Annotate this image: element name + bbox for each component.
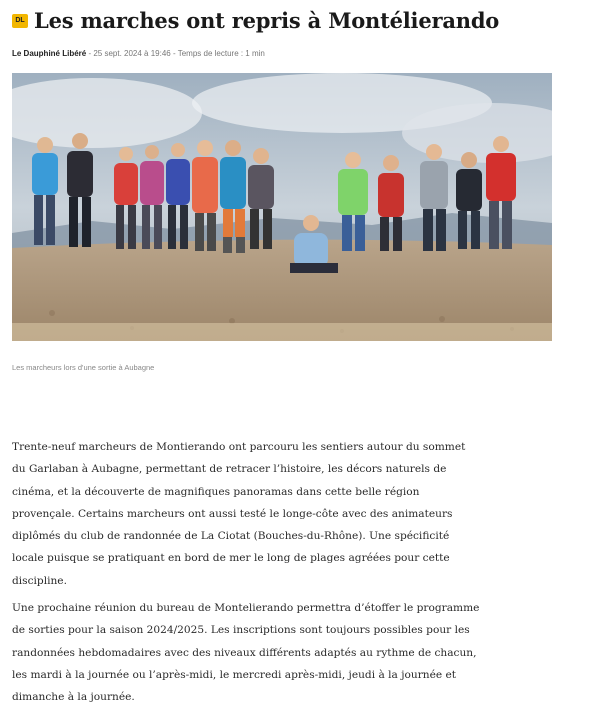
dl-logo-icon: DL: [12, 14, 28, 28]
article-header: [12, 8, 499, 33]
group-photo-image: [12, 73, 552, 341]
byline-date: 25 sept. 2024 à 19:46: [93, 49, 171, 58]
article-title: Les marches ont repris à Montélierando: [34, 8, 500, 33]
article-body: [12, 436, 482, 714]
byline-separator: -: [86, 49, 94, 58]
byline-source[interactable]: Le Dauphiné Libéré: [12, 49, 87, 58]
article-paragraph: Une prochaine réunion du bureau de Montelierando permettra d’étoffer le programme de sorties pour la saison 2024/2025. Les inscriptions sont toujours possibles pour les randonnées hebdomadaires avec des niveaux différents adaptés au rythme de chacun, les mardi à la journée ou l’après-midi, le mercredi après-midi, jeudi à la journée et dimanche à la journée.: [12, 602, 480, 704]
photo-caption: Les marcheurs lors d'une sortie à Aubagne: [12, 363, 155, 372]
article-paragraph: Trente-neuf marcheurs de Montierando ont parcouru les sentiers autour du sommet du Garlaban à Aubagne, permettant de retracer l’histoire, les décors naturels de cinéma, et la découverte de magnifiques panoramas dans cette belle région provençale. Certains marcheurs ont aussi testé le longe-côte avec des animateurs diplômés du club de randonnée de La Ciotat (Bouches-du-Rhône). Une spécificité locale puisque se pratiquant en bord de mer le long de plages agréées pour cette discipline.: [12, 441, 466, 587]
byline: [12, 49, 265, 58]
byline-reading-time: Temps de lecture : 1 min: [177, 49, 265, 58]
article-photo[interactable]: [12, 73, 552, 341]
byline-separator: -: [170, 49, 178, 58]
